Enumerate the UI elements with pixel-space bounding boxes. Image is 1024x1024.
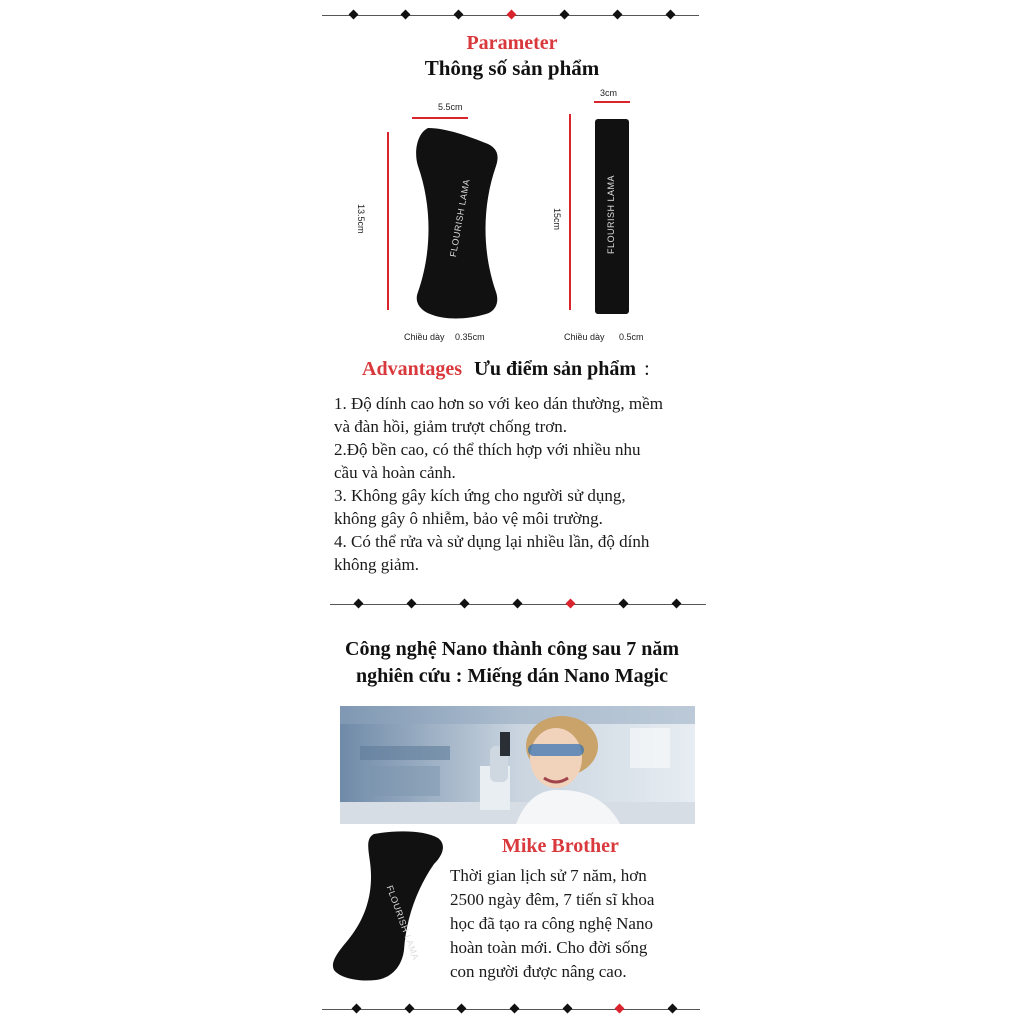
lab-photo-svg bbox=[340, 706, 695, 824]
advantages-line: cầu và hoàn cảnh. bbox=[334, 463, 456, 482]
divider-middle bbox=[330, 599, 706, 611]
magic-pad-svg bbox=[330, 828, 448, 984]
advantages-line: 3. Không gây kích ứng cho người sử dụng, bbox=[334, 486, 626, 505]
right-width-label: 3cm bbox=[600, 88, 618, 98]
divider-bottom bbox=[322, 1004, 700, 1016]
brother-title: Mike Brother bbox=[502, 835, 619, 857]
right-thickness-value: 0.5cm bbox=[619, 332, 644, 342]
brother-line: con người được nâng cao. bbox=[450, 962, 627, 981]
brother-line: hoàn toàn mới. Cho đời sống bbox=[450, 938, 648, 957]
advantages-heading bbox=[362, 358, 650, 381]
nano-heading-line1: Công nghệ Nano thành công sau 7 năm bbox=[345, 638, 679, 660]
right-height-label: 15cm bbox=[552, 208, 562, 231]
left-thickness bbox=[404, 332, 485, 342]
advantages-line: 1. Độ dính cao hơn so với keo dán thường, mềm bbox=[334, 394, 663, 413]
left-pad-brand: FLOURISH LAMA bbox=[448, 178, 472, 258]
brother-text bbox=[450, 864, 700, 984]
lab-photo bbox=[340, 706, 695, 824]
advantages-line: không giảm. bbox=[334, 555, 419, 574]
left-height-label: 13.5cm bbox=[356, 204, 366, 234]
advantages-colon: : bbox=[644, 358, 650, 380]
advantages-line: 2.Độ bền cao, có thể thích hợp với nhiều nhu bbox=[334, 440, 641, 459]
brother-line: học đã tạo ra công nghệ Nano bbox=[450, 914, 653, 933]
left-thickness-label: Chiều dày bbox=[404, 332, 445, 342]
parameter-title: Parameter bbox=[466, 32, 558, 54]
advantages-list bbox=[334, 392, 714, 576]
advantages-line: không gây ô nhiễm, bảo vệ môi trường. bbox=[334, 509, 603, 528]
brother-line: 2500 ngày đêm, 7 tiến sĩ khoa bbox=[450, 890, 655, 909]
magic-pad-brand: FLOURISH LAMA bbox=[384, 884, 422, 962]
right-thickness bbox=[564, 332, 644, 342]
advantages-title-en: Advantages bbox=[362, 358, 463, 380]
parameter-subtitle: Thông số sản phẩm bbox=[424, 56, 600, 80]
divider-top bbox=[322, 10, 699, 22]
left-thickness-value: 0.35cm bbox=[455, 332, 485, 342]
brother-line: Thời gian lịch sử 7 năm, hơn bbox=[450, 866, 647, 885]
dimension-diagram-svg bbox=[340, 86, 700, 356]
advantages-line: 4. Có thể rửa và sử dụng lại nhiều lần, độ dính bbox=[334, 532, 650, 551]
nano-heading-line2: nghiên cứu : Miếng dán Nano Magic bbox=[355, 665, 669, 687]
magic-pad-image bbox=[330, 828, 448, 984]
advantages-title-vi: Ưu điểm sản phẩm bbox=[474, 358, 637, 380]
dimension-diagram bbox=[340, 86, 700, 356]
left-width-label: 5.5cm bbox=[438, 102, 463, 112]
magic-pad-shape bbox=[333, 831, 443, 980]
right-pad-brand: FLOURISH LAMA bbox=[606, 174, 616, 254]
right-thickness-label: Chiều dày bbox=[564, 332, 605, 342]
advantages-line: và đàn hồi, giảm trượt chống trơn. bbox=[334, 417, 568, 436]
